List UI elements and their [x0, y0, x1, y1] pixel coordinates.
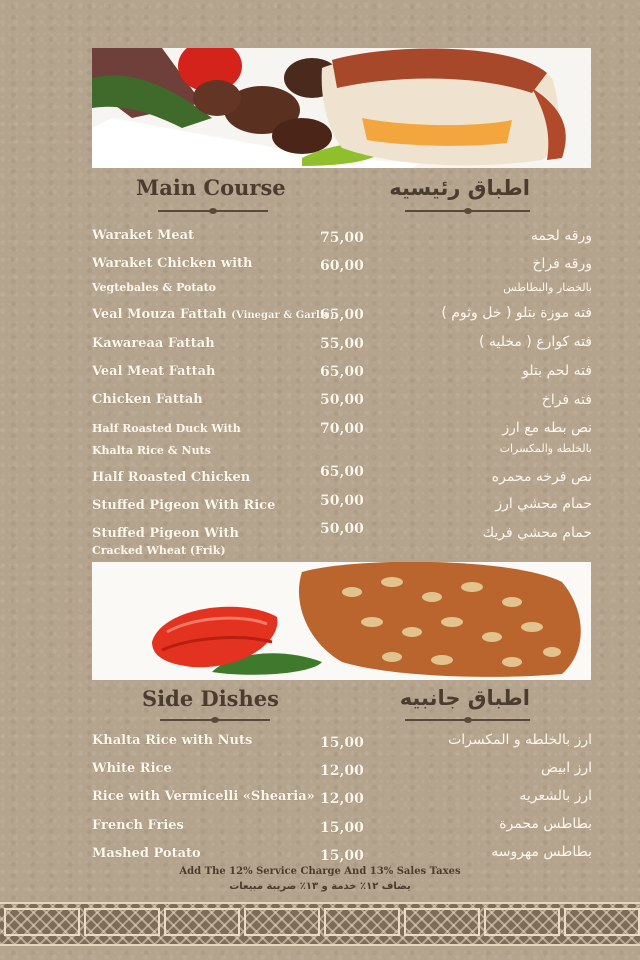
menu-item-name: Stuffed Pigeon With Rice: [92, 498, 276, 513]
menu-item-price: 70,00: [320, 421, 364, 437]
side-dishes-photo: [92, 562, 591, 680]
menu-item-subtitle: Vegtebales & Potato: [92, 281, 217, 294]
border-panel: [564, 908, 640, 936]
menu-item-name-arabic: فته لحم بتلو: [522, 363, 592, 379]
menu-item-price: 50,00: [320, 493, 364, 509]
menu-item-price: 50,00: [320, 392, 364, 408]
menu-item-name: Chicken Fattah: [92, 392, 203, 407]
menu-item-price: 65,00: [320, 307, 364, 323]
menu-item-price: 65,00: [320, 364, 364, 380]
menu-item-note: (Vinegar & Garlic): [231, 310, 335, 321]
menu-item-name: Half Roasted Chicken: [92, 470, 251, 485]
tax-note-arabic: يضاف ١٢٪ خدمة و ١٣٪ ضريبة مبيعات: [229, 881, 411, 892]
rice-with-nuts-illustration: [92, 562, 591, 680]
menu-item-price: 15,00: [320, 848, 364, 864]
menu-item-name: White Rice: [92, 761, 172, 776]
menu-item-name-arabic: ارز بالخلطه و المكسرات: [448, 732, 592, 748]
menu-item-name-arabic: نص بطه مع ارز: [502, 420, 592, 436]
menu-item-name-arabic: ارز بالشعريه: [519, 788, 592, 804]
menu-item-name: Rice with Vermicelli «Shearia»: [92, 789, 315, 804]
menu-item-name: Stuffed Pigeon With: [92, 526, 239, 541]
menu-item-subtitle-arabic: بالخلطه والمكسرات: [499, 442, 592, 455]
main-course-divider: [158, 210, 268, 212]
menu-item-name-arabic: فته فراخ: [541, 392, 592, 408]
menu-item-name: Kawareaa Fattah: [92, 336, 215, 351]
menu-item-name-arabic: نص فرخه محمره: [491, 469, 592, 485]
main-course-photo: [92, 48, 591, 168]
border-panel: [84, 908, 160, 936]
menu-item-name: Veal Meat Fattah: [92, 364, 216, 379]
menu-item-price: 65,00: [320, 464, 364, 480]
side-dishes-divider: [160, 719, 270, 721]
menu-item-price: 60,00: [320, 258, 364, 274]
menu-item-name: Waraket Chicken with: [92, 256, 253, 271]
menu-item-name-arabic: فته موزة بتلو ( خل وثوم ): [441, 305, 592, 321]
menu-item-name-arabic: ورقه فراخ: [532, 256, 592, 272]
menu-item-name-arabic: حمام محشي فريك: [482, 525, 592, 541]
menu-item-name-arabic: ارز ابيض: [540, 760, 592, 776]
side-dishes-divider-arabic: [405, 719, 530, 721]
menu-item-price: 12,00: [320, 763, 364, 779]
menu-item-price: 50,00: [320, 521, 364, 537]
border-panel: [4, 908, 80, 936]
menu-item-price: 55,00: [320, 336, 364, 352]
menu-item-price: 15,00: [320, 820, 364, 836]
menu-item-price: 15,00: [320, 735, 364, 751]
menu-item-name: [92, 307, 334, 322]
menu-item-name: Half Roasted Duck With: [92, 422, 241, 435]
menu-item-price: 75,00: [320, 230, 364, 246]
menu-item-name: Mashed Potato: [92, 846, 201, 861]
tax-note: Add The 12% Service Charge And 13% Sales Taxes: [179, 866, 461, 877]
menu-item-name-arabic: فته كوارع ( مخليه ): [479, 334, 592, 350]
main-course-title: Main Course: [136, 175, 286, 200]
menu-item-subtitle-arabic: بالخضار والبطاطس: [503, 281, 592, 294]
menu-item-name: Waraket Meat: [92, 228, 195, 243]
border-panel: [244, 908, 320, 936]
border-panel: [164, 908, 240, 936]
menu-item-name-text: Veal Mouza Fattah: [92, 307, 227, 322]
border-panel: [324, 908, 400, 936]
main-course-title-arabic: اطباق رئيسيه: [389, 176, 530, 200]
side-dishes-title-arabic: اطباق جانبيه: [399, 686, 530, 710]
side-dishes-title: Side Dishes: [142, 686, 279, 711]
grilled-meat-rice-illustration: [92, 48, 591, 168]
menu-item-subtitle: Cracked Wheat (Frik): [92, 544, 226, 557]
main-course-divider-arabic: [405, 210, 530, 212]
border-panel: [484, 908, 560, 936]
menu-item-name-arabic: بطاطس محمرة: [499, 816, 592, 832]
menu-item-name: Khalta Rice with Nuts: [92, 733, 253, 748]
menu-item-subtitle: Khalta Rice & Nuts: [92, 444, 211, 457]
menu-item-name-arabic: بطاطس مهروسه: [491, 844, 592, 860]
menu-item-price: 12,00: [320, 791, 364, 807]
menu-item-name-arabic: حمام محشي ارز: [495, 496, 592, 512]
menu-item-name: French Fries: [92, 818, 184, 833]
menu-item-name-arabic: ورقه لحمه: [530, 228, 592, 244]
border-panel: [404, 908, 480, 936]
decorative-border: [0, 902, 640, 946]
